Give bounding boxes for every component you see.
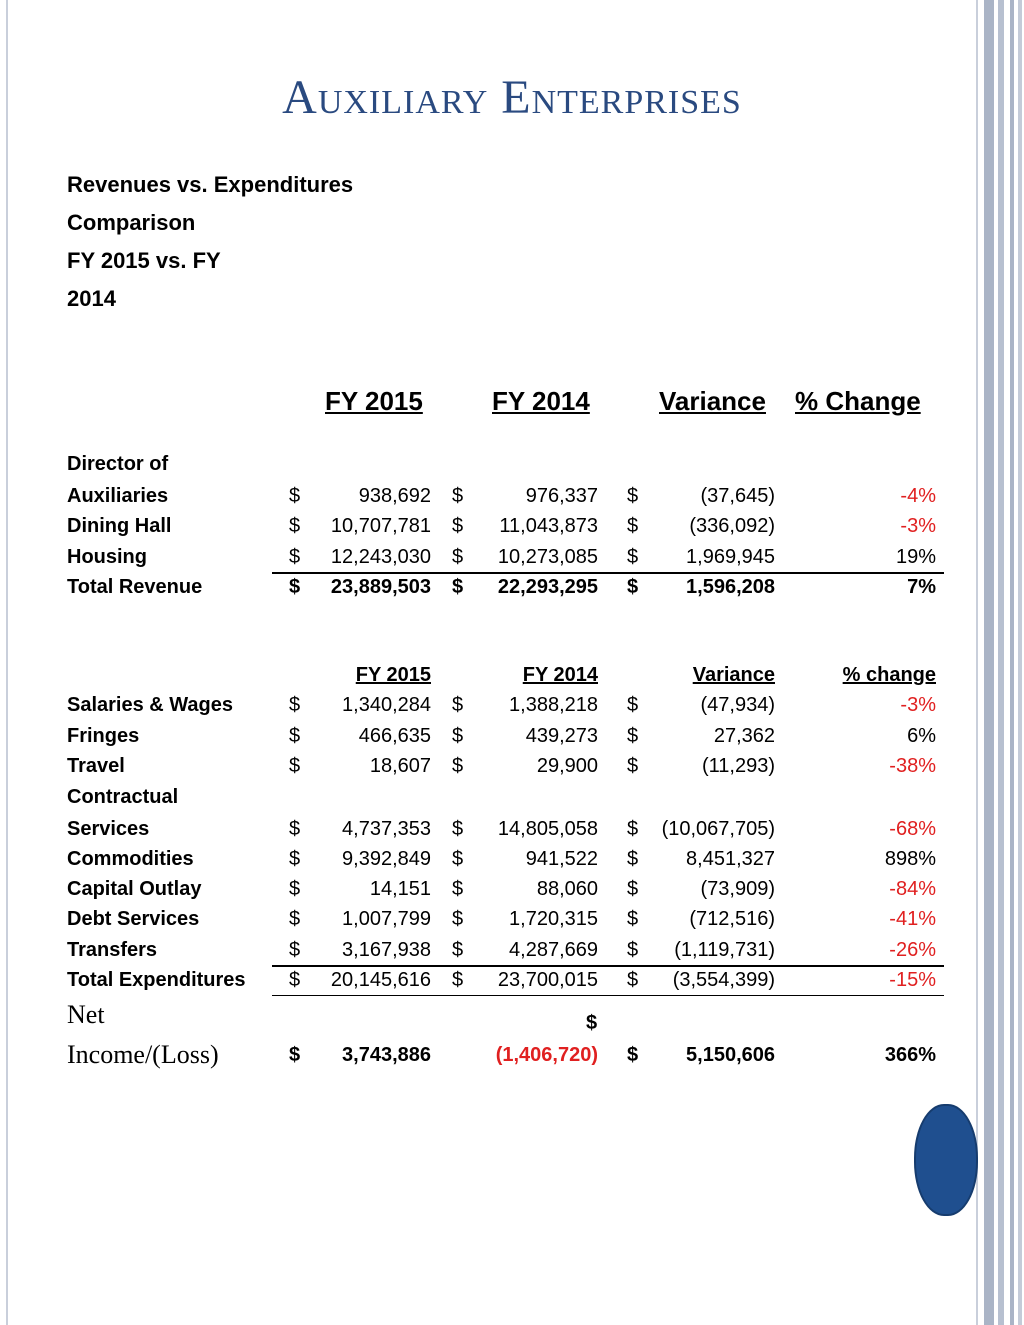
expenditure-header-pct-change: % change [842,664,936,686]
right-border-line [976,0,978,1325]
currency-symbol: $ [289,848,301,870]
subtitle-line: FY 2015 vs. FY [67,248,221,273]
currency-symbol: $ [452,878,464,900]
value-fy2015: 1,340,284 [342,694,431,716]
table-row [0,818,1024,848]
currency-symbol: $ [627,485,639,507]
row-label: Capital Outlay [67,878,202,900]
currency-symbol: $ [452,755,464,777]
value-pct-change: -26% [889,939,936,961]
currency-symbol: $ [452,725,464,747]
value-fy2015: 14,151 [369,878,431,900]
row-label: Salaries & Wages [67,694,234,716]
table-row [0,908,1024,938]
value-variance: 8,451,327 [686,848,775,870]
value-fy2014: 4,287,669 [509,939,598,961]
value-pct-change: -68% [889,818,936,840]
currency-symbol: $ [289,725,301,747]
value-pct-change: -38% [889,755,936,777]
value-pct-change: -4% [900,485,936,507]
currency-symbol: $ [586,1012,598,1034]
revenue-header-variance: Variance [659,386,766,416]
currency-symbol: $ [627,878,639,900]
value-fy2015: 23,889,503 [330,576,431,598]
subtitle [67,166,397,318]
value-variance: 5,150,606 [686,1044,775,1066]
label-continuation [0,453,1024,483]
value-fy2015: 938,692 [358,485,431,507]
value-fy2014: 29,900 [536,755,598,777]
row-label: Dining Hall [67,515,172,537]
row-label: Total Revenue [67,576,203,598]
currency-symbol: $ [289,755,301,777]
table-row [0,878,1024,908]
value-variance: (10,067,705) [661,818,775,840]
revenue-header-pct-change: % Change [795,386,921,416]
expenditure-header-fy2015: FY 2015 [355,664,431,686]
currency-symbol: $ [289,1044,301,1066]
currency-symbol: $ [289,969,301,991]
expenditure-header-variance: Variance [692,664,775,686]
currency-symbol: $ [627,694,639,716]
currency-symbol: $ [452,818,464,840]
value-fy2014: 88,060 [536,878,598,900]
value-variance: (336,092) [689,515,775,537]
row-label: Total Expenditures [67,969,246,991]
currency-symbol: $ [452,576,464,598]
currency-symbol: $ [289,878,301,900]
value-variance: (47,934) [700,694,775,716]
total-rule [272,965,944,967]
currency-symbol: $ [289,515,301,537]
value-variance: (712,516) [689,908,775,930]
currency-symbol: $ [289,818,301,840]
net-label: Income/(Loss) [67,1040,219,1069]
value-fy2015: 12,243,030 [330,546,431,568]
currency-symbol: $ [452,515,464,537]
value-fy2015: 3,743,886 [342,1044,431,1066]
decorative-oval [914,1104,978,1216]
expenditure-header-fy2014: FY 2014 [522,664,598,686]
value-variance: (11,293) [701,755,775,777]
value-pct-change: -41% [889,908,936,930]
currency-symbol: $ [627,818,639,840]
currency-symbol: $ [452,694,464,716]
value-fy2014: 10,273,085 [497,546,598,568]
currency-symbol: $ [627,725,639,747]
value-fy2014: 14,805,058 [497,818,598,840]
left-border-line [6,0,8,1325]
value-pct-change: 366% [884,1044,936,1066]
table-row [0,694,1024,724]
value-fy2014: 439,273 [525,725,598,747]
currency-symbol: $ [627,515,639,537]
value-fy2014: 976,337 [525,485,598,507]
currency-symbol: $ [289,576,301,598]
row-label: Debt Services [67,908,200,930]
table-row [0,515,1024,545]
value-fy2015: 20,145,616 [330,969,431,991]
right-border-band [1010,0,1014,1325]
value-variance: 27,362 [713,725,775,747]
value-variance: 1,596,208 [686,576,775,598]
value-fy2015: 3,167,938 [342,939,431,961]
value-pct-change: 7% [907,576,936,598]
value-pct-change: -84% [889,878,936,900]
total-rule [272,572,944,574]
currency-symbol: $ [627,546,639,568]
currency-symbol: $ [289,694,301,716]
row-label: Travel [67,755,125,777]
currency-symbol: $ [627,576,639,598]
value-fy2015: 4,737,353 [342,818,431,840]
value-fy2015: 9,392,849 [342,848,431,870]
page-title: Auxiliary Enterprises [282,71,742,124]
subtitle-line: Revenues vs. Expenditures [67,172,354,197]
row-label: Transfers [67,939,158,961]
currency-symbol: $ [452,939,464,961]
value-pct-change: -15% [889,969,936,991]
value-fy2014: 1,388,218 [509,694,598,716]
row-label: Director of [67,453,169,475]
subtitle-line: 2014 [67,286,116,311]
value-pct-change: 6% [907,725,936,747]
value-pct-change: -3% [900,694,936,716]
value-variance: (1,119,731) [674,939,775,961]
value-fy2015: 18,607 [369,755,431,777]
value-fy2014: 11,043,873 [499,515,598,537]
net-currency-row [0,1012,1024,1042]
value-pct-change: 898% [884,848,936,870]
value-fy2014: 1,720,315 [509,908,598,930]
value-pct-change: 19% [895,546,936,568]
right-border-band [998,0,1004,1325]
value-fy2015: 10,707,781 [330,515,431,537]
net-label: Net [67,1000,105,1029]
currency-symbol: $ [627,848,639,870]
value-fy2014: 22,293,295 [497,576,598,598]
net-income-row [0,1044,1024,1074]
table-row [0,755,1024,785]
value-fy2014: (1,406,720) [495,1044,598,1066]
currency-symbol: $ [452,969,464,991]
currency-symbol: $ [627,908,639,930]
currency-symbol: $ [289,939,301,961]
table-row [0,485,1024,515]
row-label: Auxiliaries [67,485,169,507]
value-variance: (3,554,399) [672,969,775,991]
total-underline [272,995,944,996]
currency-symbol: $ [289,908,301,930]
currency-symbol: $ [452,485,464,507]
table-row [0,725,1024,755]
revenue-header-fy2014: FY 2014 [492,386,590,416]
currency-symbol: $ [627,939,639,961]
value-variance: 1,969,945 [686,546,775,568]
value-variance: (73,909) [700,878,775,900]
right-border-band [984,0,994,1325]
subtitle-line: Comparison [67,210,196,235]
value-variance: (37,645) [700,485,775,507]
currency-symbol: $ [452,546,464,568]
revenue-header-fy2015: FY 2015 [325,386,423,416]
row-label: Housing [67,546,147,568]
currency-symbol: $ [289,546,301,568]
value-fy2014: 941,522 [525,848,598,870]
currency-symbol: $ [452,848,464,870]
value-pct-change: -3% [900,515,936,537]
table-row [0,848,1024,878]
currency-symbol: $ [627,969,639,991]
row-label: Fringes [67,725,140,747]
value-fy2015: 466,635 [358,725,431,747]
value-fy2015: 1,007,799 [342,908,431,930]
currency-symbol: $ [627,1044,639,1066]
row-label: Services [67,818,150,840]
total-row [0,576,1024,606]
right-border-band [1018,0,1022,1325]
expenditure-header-row [0,664,1024,694]
row-label: Contractual [67,786,179,808]
currency-symbol: $ [452,908,464,930]
currency-symbol: $ [289,485,301,507]
value-fy2014: 23,700,015 [497,969,598,991]
label-continuation [0,786,1024,816]
row-label: Commodities [67,848,194,870]
currency-symbol: $ [627,755,639,777]
